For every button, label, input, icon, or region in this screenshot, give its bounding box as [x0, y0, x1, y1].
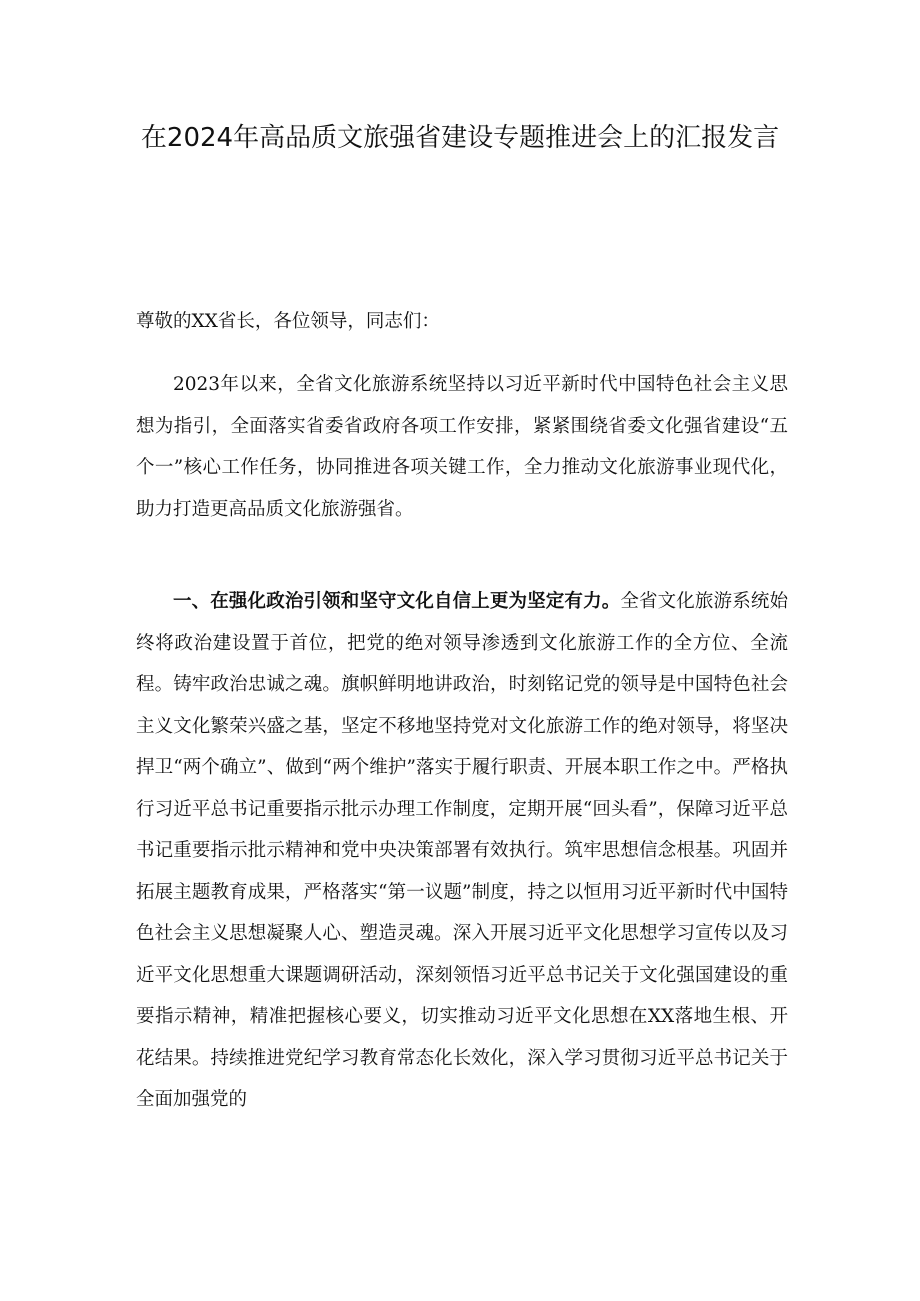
section-one-heading: 一、在强化政治引领和坚守文化自信上更为坚定有力。 — [173, 591, 621, 612]
salutation: 尊敬的XX省长，各位领导，同志们： — [136, 311, 440, 332]
paragraph-section-one — [136, 581, 788, 1121]
paragraph-intro-text: 2023年以来，全省文化旅游系统坚持以习近平新时代中国特色社会主义思想为指引，全面落实省委省政府各项工作安排，紧紧围绕省委文化强省建设“五个一”核心工作任务，协同推进各项关键工作，全力推动文化旅游事业现代化，助力打造更高品质文化旅游强省。 — [136, 374, 788, 520]
paragraph-intro — [136, 364, 788, 530]
document-title: 在2024年高品质文旅强省建设专题推进会上的汇报发言 — [140, 123, 780, 153]
section-one-text: 全省文化旅游系统始终将政治建设置于首位，把党的绝对领导渗透到文化旅游工作的全方位、全流程。铸牢政治忠诚之魂。旗帜鲜明地讲政治，时刻铭记党的领导是中国特色社会主义文化繁荣兴盛之基，坚定不移地坚持党对文化旅游工作的绝对领导，将坚决捍卫“两个确立”、做到“两个维护”落实于履行职责、开展本职工作之中。严格执行习近平总书记重要指示批示办理工作制度，定期开展“回头看”，保障习近平总书记重要指示批示精神和党中央决策部署有效执行。筑牢思想信念根基。巩固并拓展主题教育成果，严格落实“第一议题”制度，持之以恒用习近平新时代中国特色社会主义思想凝聚人心、塑造灵魂。深入开展习近平文化思想学习宣传以及习近平文化思想重大课题调研活动，深刻领悟习近平总书记关于文化强国建设的重要指示精神，精准把握核心要义，切实推动习近平文化思想在XX落地生根、开花结果。持续推进党纪学习教育常态化长效化，深入学习贯彻习近平总书记关于全面加强党的 — [136, 591, 788, 1110]
